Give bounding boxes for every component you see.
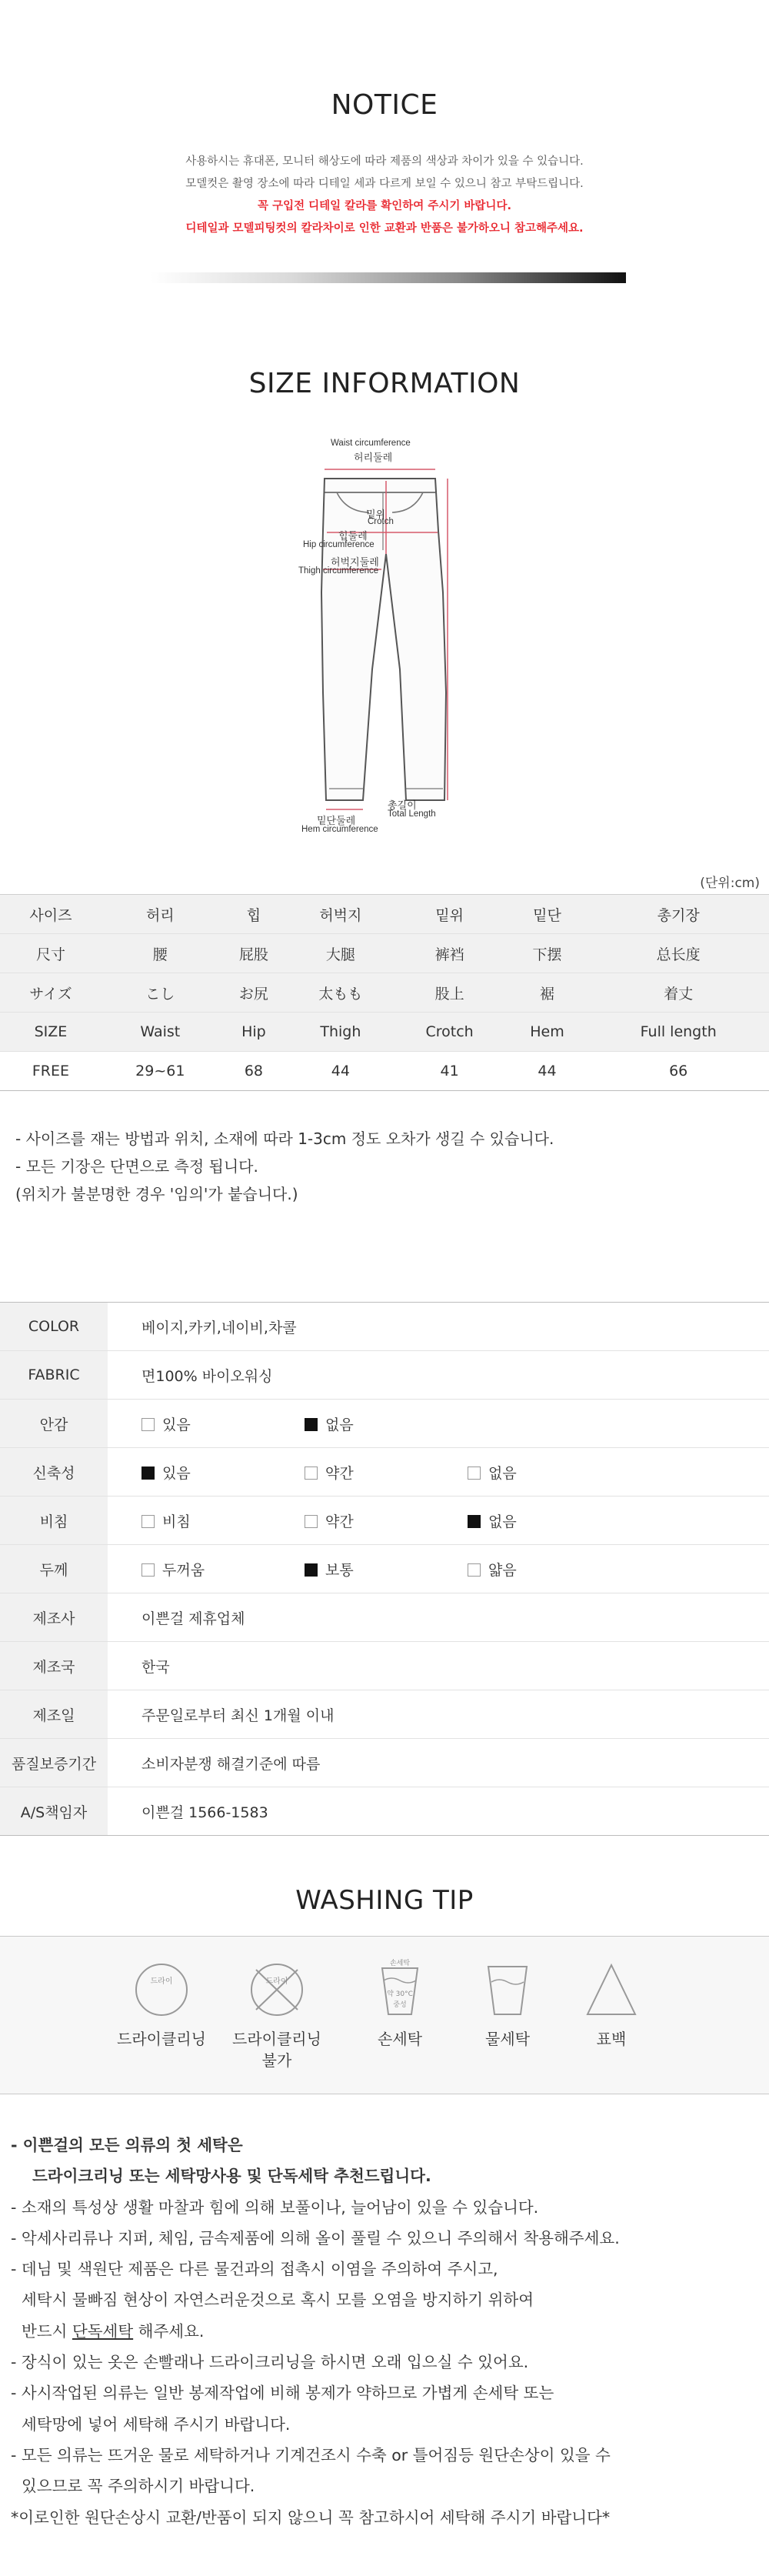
pants-diagram	[292, 439, 477, 839]
tip-line: - 장식이 있는 옷은 손빨래나 드라이크리닝을 하시면 오래 입으실 수 있어요.	[11, 2353, 529, 2372]
option-slight	[305, 1462, 468, 1483]
spec-row-maker	[0, 1593, 769, 1642]
spec-label: 비침	[0, 1497, 108, 1545]
notice-line-4: 디테일과 모델피팅컷의 칼라차이로 인한 교환과 반품은 불가하오니 참고해주세요.	[185, 222, 584, 235]
table-cell: 腰	[102, 934, 219, 973]
option-label: 있음	[162, 1416, 191, 1433]
wash-label: 표백	[596, 2030, 627, 2048]
size-table	[0, 894, 769, 1091]
option-label: 두꺼움	[162, 1561, 205, 1579]
table-cell: 裾	[507, 973, 588, 1013]
table-cell: 총기장	[588, 895, 769, 934]
size-note: - 사이즈를 재는 방법과 위치, 소재에 따라 1-3cm 정도 오차가 생길 수 있습니다.	[15, 1130, 554, 1148]
spec-value: 면100% 바이오워싱	[108, 1351, 769, 1400]
dry-icon-text: 드라이	[150, 1977, 173, 1986]
water-wash-icon	[473, 1959, 542, 2020]
checkbox-empty	[305, 1467, 318, 1480]
table-cell: 44	[288, 1052, 393, 1091]
checkbox-empty	[468, 1467, 481, 1480]
no-dry-clean-icon	[242, 1959, 311, 2020]
spec-row-color	[0, 1303, 769, 1351]
table-cell: 사이즈	[0, 895, 102, 934]
tip-line: *이로인한 원단손상시 교환/반품이 되지 않으니 꼭 참고하시어 세탁해 주시기 바랍니다*	[11, 2508, 611, 2527]
spec-label: 제조일	[0, 1690, 108, 1739]
spec-label: COLOR	[0, 1303, 108, 1351]
hand-icon-bottom: 중성	[393, 2001, 407, 2009]
table-cell: 66	[588, 1052, 769, 1091]
option-sheer	[141, 1510, 305, 1531]
option-label: 보통	[325, 1561, 354, 1579]
option-no	[305, 1413, 468, 1434]
hand-wash-icon	[365, 1959, 434, 2020]
wash-bleach	[558, 1959, 665, 2050]
crotch-label-en: Crotch	[368, 517, 394, 526]
table-cell: 下摆	[507, 934, 588, 973]
spec-row-warranty	[0, 1739, 769, 1787]
hip-label-ko: 힙둘레	[338, 530, 368, 542]
notice-line-3: 꼭 구입전 디테일 칼라를 확인하여 주시기 바랍니다.	[258, 200, 511, 212]
option-no	[468, 1462, 631, 1483]
hip-label-en: Hip circumference	[303, 540, 375, 549]
table-cell: 허리	[102, 895, 219, 934]
spec-options	[108, 1448, 769, 1497]
spec-row-country	[0, 1642, 769, 1690]
size-row-free	[0, 1052, 769, 1091]
wash-label	[223, 2028, 331, 2071]
option-normal	[305, 1559, 468, 1580]
option-slight	[305, 1510, 468, 1531]
tip-line: - 소재의 특성상 생활 마찰과 힘에 의해 보풀이나, 늘어남이 있을 수 있습니다.	[11, 2197, 539, 2217]
table-cell: 着丈	[588, 973, 769, 1013]
table-cell: 股上	[393, 973, 507, 1013]
dry-clean-icon	[127, 1959, 196, 2020]
spec-value: 주문일로부터 최신 1개월 이내	[108, 1690, 769, 1739]
spec-label: 신축성	[0, 1448, 108, 1497]
tip-line: 세탁시 물빠짐 현상이 자연스러운것으로 혹시 모를 오염을 방지하기 위하여	[22, 2291, 534, 2310]
table-cell: 裤裆	[393, 934, 507, 973]
table-cell: 44	[507, 1052, 588, 1091]
waist-label-ko: 허리둘레	[354, 452, 393, 463]
spec-label: A/S책임자	[0, 1787, 108, 1836]
table-cell: こし	[102, 973, 219, 1013]
checkbox-filled	[305, 1418, 318, 1431]
checkbox-empty	[141, 1563, 155, 1577]
table-cell: 밑단	[507, 895, 588, 934]
spec-label: 제조국	[0, 1642, 108, 1690]
bleach-icon	[577, 1959, 646, 2020]
tip-line	[11, 2316, 764, 2347]
checkbox-filled	[305, 1563, 318, 1577]
spec-row-sheer	[0, 1497, 769, 1545]
notice-line-2: 모델컷은 촬영 장소에 따라 디테일 세과 다르게 보일 수 있으니 참고 부탁드립니다.	[185, 178, 584, 190]
option-label: 없음	[488, 1464, 517, 1482]
length-label-en: Total Length	[388, 809, 436, 819]
tip-line: 세탁망에 넣어 세탁해 주시기 바랍니다.	[22, 2414, 291, 2434]
table-cell: Crotch	[393, 1013, 507, 1052]
wash-label: 드라이클리닝	[117, 2030, 206, 2048]
wash-label: 손세탁	[378, 2030, 422, 2048]
spec-label: FABRIC	[0, 1351, 108, 1400]
table-cell: 太もも	[288, 973, 393, 1013]
tip-line: 드라이크리닝 또는 세탁망사용 및 단독세탁 추천드립니다.	[32, 2167, 431, 2186]
spec-row-stretch	[0, 1448, 769, 1497]
wash-no-dry-clean	[223, 1959, 331, 2071]
spec-row-thickness	[0, 1545, 769, 1593]
size-row-ja	[0, 973, 769, 1013]
spec-value: 한국	[108, 1642, 769, 1690]
tip-line: - 데님 및 색원단 제품은 다른 물건과의 접촉시 이염을 주의하여 주시고,	[11, 2260, 498, 2279]
spec-row-lining	[0, 1400, 769, 1448]
table-cell: 41	[393, 1052, 507, 1091]
table-cell: 屁股	[219, 934, 288, 973]
spec-row-fabric	[0, 1351, 769, 1400]
spec-label: 제조사	[0, 1593, 108, 1642]
option-thick	[141, 1559, 305, 1580]
notice-title: NOTICE	[331, 89, 438, 121]
option-label: 약간	[325, 1513, 354, 1530]
checkbox-empty	[141, 1515, 155, 1528]
table-cell: 大腿	[288, 934, 393, 973]
option-label: 얇음	[488, 1561, 517, 1579]
unit-label: (단위:cm)	[700, 876, 760, 891]
no-dry-icon-text: 드라이	[265, 1977, 288, 1986]
spec-options	[108, 1545, 769, 1593]
table-cell: Waist	[102, 1013, 219, 1052]
size-row-en	[0, 1013, 769, 1052]
tip-line: - 사시작업된 의류는 일반 봉제작업에 비해 봉제가 약하므로 가볍게 손세탁 또는	[11, 2384, 554, 2403]
table-cell: Hem	[507, 1013, 588, 1052]
pants-illustration	[292, 439, 477, 839]
table-cell: サイズ	[0, 973, 102, 1013]
spec-options	[108, 1497, 769, 1545]
checkbox-filled	[141, 1467, 155, 1480]
table-cell: Hip	[219, 1013, 288, 1052]
wash-hand	[346, 1959, 454, 2050]
size-info-title: SIZE INFORMATION	[248, 368, 521, 399]
waist-label-en: Waist circumference	[331, 439, 411, 448]
spec-label: 두께	[0, 1545, 108, 1593]
hem-label-en: Hem circumference	[301, 825, 378, 834]
tip-text: 반드시	[22, 2321, 72, 2341]
table-cell: 68	[219, 1052, 288, 1091]
hem-label-ko: 밑단둘레	[317, 815, 356, 826]
table-cell: Full length	[588, 1013, 769, 1052]
tip-line: - 이쁜걸의 모든 의류의 첫 세탁은	[11, 2136, 243, 2154]
spec-row-date	[0, 1690, 769, 1739]
spec-value: 베이지,카키,네이비,차콜	[108, 1303, 769, 1351]
size-row-zh	[0, 934, 769, 973]
tip-line: - 모든 의류는 뜨거운 물로 세탁하거나 기계건조시 수축 or 틀어짐등 원단손상이 있을 수	[11, 2445, 611, 2464]
table-cell: SIZE	[0, 1013, 102, 1052]
spec-value: 소비자분쟁 해결기준에 따름	[108, 1739, 769, 1787]
hand-icon-top: 손세탁	[389, 1960, 411, 1967]
option-label: 비침	[162, 1513, 191, 1530]
option-label: 없음	[488, 1513, 517, 1530]
wash-water	[454, 1959, 561, 2050]
washing-tips	[11, 2130, 764, 2533]
spec-label: 품질보증기간	[0, 1739, 108, 1787]
tip-text: 해주세요.	[133, 2321, 205, 2341]
checkbox-empty	[468, 1563, 481, 1577]
thigh-label-ko: 허벅지둘레	[331, 556, 379, 568]
spec-row-as	[0, 1787, 769, 1836]
notice-text	[0, 151, 769, 240]
checkbox-filled	[468, 1515, 481, 1528]
wash-label-line: 드라이클리닝	[232, 2030, 321, 2048]
table-cell: 허벅지	[288, 895, 393, 934]
table-cell: 尺寸	[0, 934, 102, 973]
spec-table	[0, 1302, 769, 1836]
table-cell: FREE	[0, 1052, 102, 1091]
table-cell: 总长度	[588, 934, 769, 973]
checkbox-empty	[305, 1515, 318, 1528]
spec-label: 안감	[0, 1400, 108, 1448]
wash-label: 물세탁	[485, 2030, 530, 2048]
option-no	[468, 1510, 631, 1531]
thigh-label-en: Thigh circumference	[298, 566, 379, 576]
tip-line: - 악세사리류나 지퍼, 체임, 금속제품에 의해 올이 풀릴 수 있으니 주의해서 착용해주세요.	[11, 2228, 620, 2247]
option-label: 없음	[325, 1416, 354, 1433]
size-note: (위치가 불분명한 경우 '임의'가 붙습니다.)	[15, 1185, 298, 1203]
tip-line: 있으므로 꼭 주의하시기 바랍니다.	[22, 2477, 255, 2496]
table-cell: お尻	[219, 973, 288, 1013]
color-gradient-bar	[151, 272, 626, 283]
table-cell: 힙	[219, 895, 288, 934]
length-label-ko: 총길이	[388, 799, 417, 811]
option-label: 있음	[162, 1464, 191, 1482]
size-notes	[15, 1125, 554, 1208]
notice-line-1: 사용하시는 휴대폰, 모니터 해상도에 따라 제품의 색상과 차이가 있을 수 있습니다.	[185, 155, 584, 168]
size-note: - 모든 기장은 단면으로 측정 됩니다.	[15, 1157, 258, 1176]
spec-options	[108, 1400, 769, 1448]
spec-value: 이쁜걸 1566-1583	[108, 1787, 769, 1836]
size-row-ko	[0, 895, 769, 934]
option-thin	[468, 1559, 631, 1580]
table-cell: 밑위	[393, 895, 507, 934]
hand-icon-temp: 약 30°C	[387, 1990, 413, 1998]
table-cell: Thigh	[288, 1013, 393, 1052]
option-yes	[141, 1413, 305, 1434]
wash-dry-clean	[108, 1959, 215, 2050]
option-yes	[141, 1462, 305, 1483]
checkbox-empty	[141, 1418, 155, 1431]
tip-underlined: 단독세탁	[72, 2321, 134, 2341]
washing-tip-title: WASHING TIP	[295, 1885, 474, 1916]
wash-label-line: 불가	[261, 2051, 292, 2070]
table-cell: 29~61	[102, 1052, 219, 1091]
spec-value: 이쁜걸 제휴업체	[108, 1593, 769, 1642]
option-label: 약간	[325, 1464, 354, 1482]
crotch-label-ko: 밑위	[366, 509, 386, 520]
